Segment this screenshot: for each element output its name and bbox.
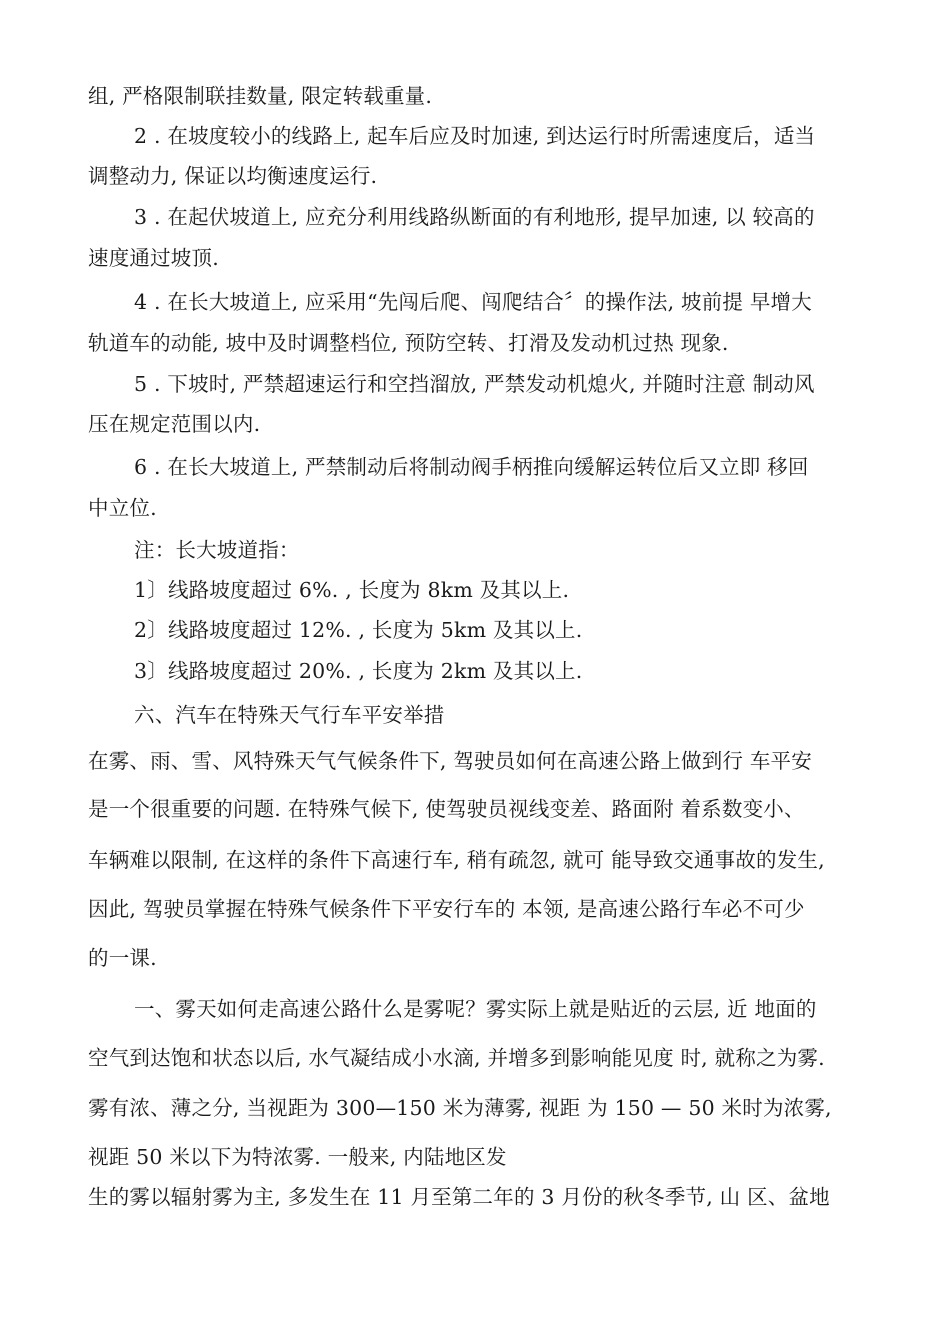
text-line: 的一课. [88,946,157,970]
note-item: 3〕线路坡度超过 20%. , 长度为 2km 及其以上. [134,659,583,683]
text-line: 雾有浓、薄之分, 当视距为 300—150 米为薄雾, 视距 为 150 — 50 米时为浓雾, [88,1096,832,1120]
text-line: 5 . 下坡时, 严禁超速运行和空挡溜放, 严禁发动机熄火, 并随时注意 制动风 [134,372,815,396]
text-line: 在雾、雨、雪、风特殊天气气候条件下, 驾驶员如何在高速公路上做到行 车平安 [88,749,812,773]
text-line: 2 . 在坡度较小的线路上, 起车后应及时加速, 到达运行时所需速度后，适当 [134,124,816,148]
text-line: 3 . 在起伏坡道上, 应充分利用线路纵断面的有利地形, 提早加速, 以 较高的 [134,205,815,229]
text-line: 6 . 在长大坡道上, 严禁制动后将制动阀手柄推向缓解运转位后又立即 移回 [134,455,809,479]
text-line: 因此, 驾驶员掌握在特殊气候条件下平安行车的 本领, 是高速公路行车必不可少 [88,897,805,921]
text-line: 中立位. [88,496,157,520]
text-line: 调整动力, 保证以均衡速度运行. [88,164,378,188]
text-line: 空气到达饱和状态以后, 水气凝结成小水滴, 并增多到影响能见度 时, 就称之为雾. [88,1046,825,1070]
text-line: 视距 50 米以下为特浓雾. 一般来, 内陆地区发 [88,1145,507,1169]
text-line: 生的雾以辐射雾为主, 多发生在 11 月至第二年的 3 月份的秋冬季节, 山 区、盆地 [88,1185,830,1209]
text-line: 轨道车的动能, 坡中及时调整档位, 预防空转、打滑及发动机过热 现象. [88,331,729,355]
text-line: 压在规定范围以内. [88,412,261,436]
text-line: 是一个很重要的问题. 在特殊气候下, 使驾驶员视线变差、路面附 着系数变小、 [88,797,805,821]
section-heading: 六、汽车在特殊天气行车平安举措 [134,703,445,727]
note-item: 1〕线路坡度超过 6%. , 长度为 8km 及其以上. [134,578,570,602]
text-line: 速度通过坡顶. [88,246,219,270]
note-item: 2〕线路坡度超过 12%. , 长度为 5km 及其以上. [134,618,583,642]
text-line: 4 . 在长大坡道上, 应采用“先闯后爬、闯爬结合〞的操作法, 坡前提 早增大 [134,290,812,314]
text-line: 组, 严格限制联挂数量, 限定转载重量. [88,84,433,108]
note-heading: 注：长大坡道指： [134,538,300,562]
text-line: 一、雾天如何走高速公路什么是雾呢？雾实际上就是贴近的云层, 近 地面的 [134,997,817,1021]
text-line: 车辆难以限制, 在这样的条件下高速行车, 稍有疏忽, 就可 能导致交通事故的发生, [88,848,825,872]
